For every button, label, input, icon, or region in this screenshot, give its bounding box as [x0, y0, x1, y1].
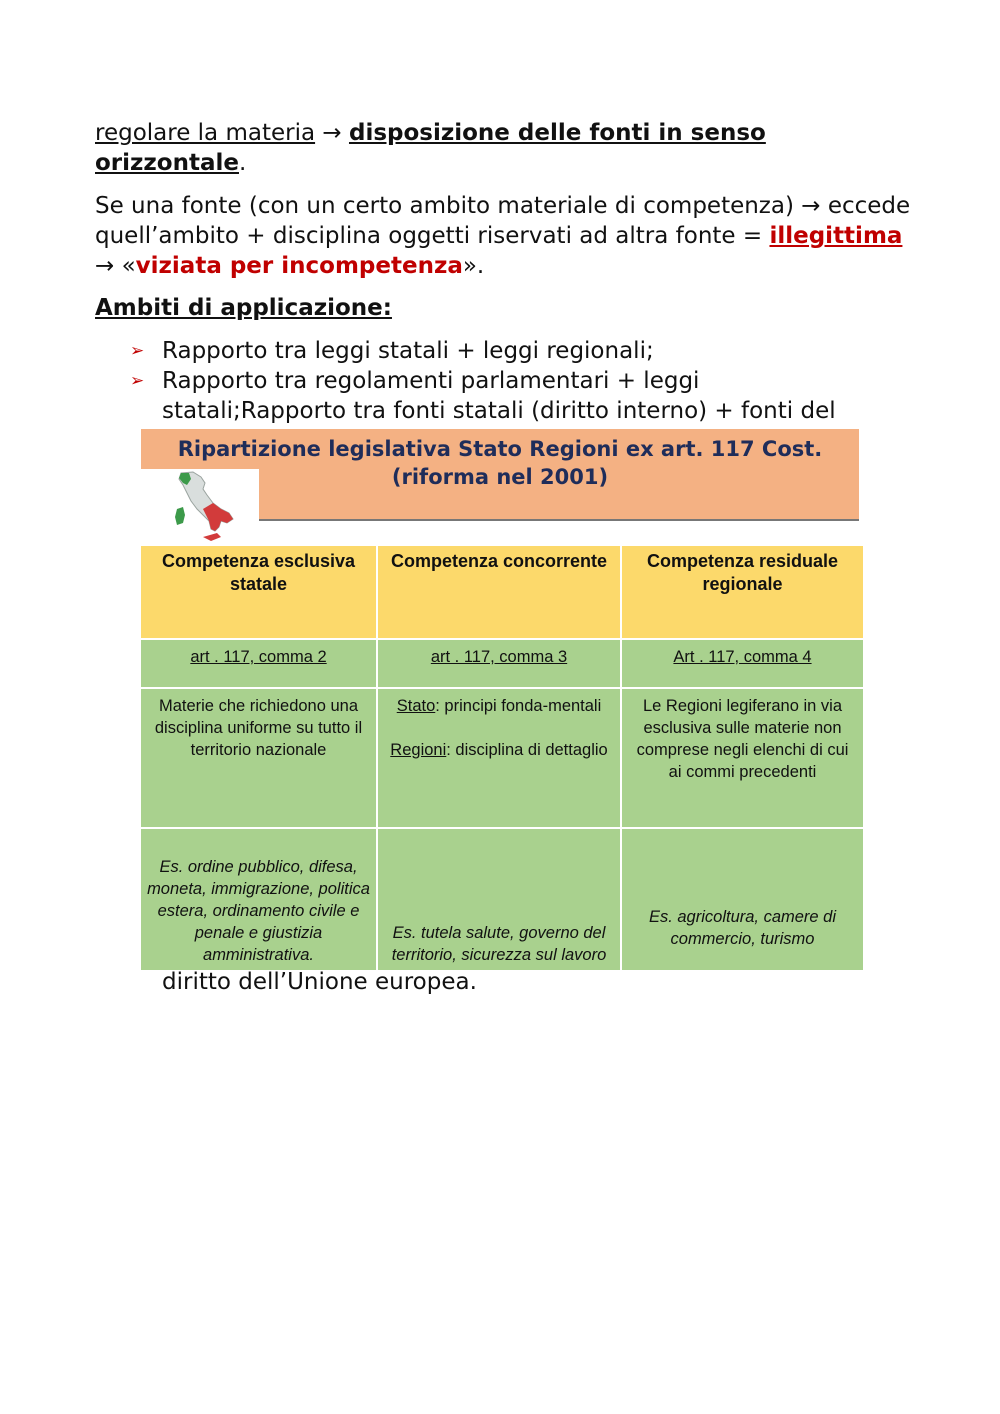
italy-map-icon — [141, 469, 259, 547]
arrow-glyph: → — [315, 120, 349, 146]
competence-table — [141, 546, 859, 966]
arrowhead-bullet-icon: ➢ — [130, 341, 145, 361]
viziata-term: viziata per incompetenza — [135, 253, 463, 279]
competence-figure — [141, 429, 859, 966]
description-residuale: Le Regioni legiferano in via esclusiva sulle materie non comprese negli elenchi di cui ai commi precedenti — [622, 689, 863, 827]
examples-residuale — [622, 829, 863, 970]
paragraph-body: Se una fonte (con un certo ambito materiale di competenza) → eccede quell’ambito + disciplina oggetti riservati ad altra fonte = — [95, 193, 911, 249]
regioni-label: Regioni — [390, 741, 447, 759]
arrow-glyph: → « — [95, 253, 136, 279]
article-comma-4: Art . 117, comma 4 — [622, 640, 863, 687]
closing-quote: ». — [462, 253, 485, 279]
header-concorrente: Competenza concorrente — [378, 546, 620, 638]
illegittima-term: illegittima — [769, 223, 903, 249]
examples-text: Es. tutela salute, governo del territorio, sicurezza sul lavoro — [391, 924, 607, 964]
figure-title-line2: (riforma nel 2001) — [391, 465, 609, 489]
list-item — [130, 336, 890, 366]
header-esclusiva: Competenza esclusiva statale — [141, 546, 376, 638]
bold-conclusion: disposizione delle fonti in senso orizzontale — [95, 120, 766, 176]
figure-title-line1: Ripartizione legislativa Stato Regioni ex art. 117 Cost. — [177, 437, 823, 461]
stato-text: : principi fonda-mentali — [435, 697, 602, 715]
stato-line — [384, 695, 614, 717]
header-residuale: Competenza residuale regionale — [622, 546, 863, 638]
underlined-phrase: regolare la materia — [95, 120, 316, 146]
list-item — [130, 366, 890, 426]
description-concorrente — [378, 689, 620, 827]
article-comma-2: art . 117, comma 2 — [141, 640, 376, 687]
stato-label: Stato — [396, 697, 436, 715]
regioni-line — [384, 739, 614, 761]
list-item-text: Rapporto tra regolamenti parlamentari + leggi statali;Rapporto tra fonti statali (diritto interno) + fonti del — [162, 368, 836, 424]
article-comma-3: art . 117, comma 3 — [378, 640, 620, 687]
section-heading: Ambiti di applicazione: — [95, 295, 392, 321]
paragraph-incompetenza — [95, 191, 925, 281]
examples-text: Es. ordine pubblico, difesa, moneta, immigrazione, politica estera, ordinamento civile e penale e giustizia amministrativa. — [147, 858, 370, 964]
bullet-list — [130, 336, 890, 426]
regioni-text: : disciplina di dettaglio — [446, 741, 608, 759]
bullet-continuation: diritto dell’Unione europea. — [162, 969, 477, 995]
examples-concorrente — [378, 829, 620, 970]
list-item-text: Rapporto tra leggi statali + leggi regionali; — [162, 338, 654, 364]
examples-text: Es. agricoltura, camere di commercio, turismo — [648, 907, 837, 948]
paragraph-orizzontale — [95, 118, 915, 178]
arrowhead-bullet-icon: ➢ — [130, 371, 145, 391]
period: . — [238, 150, 247, 176]
examples-esclusiva — [141, 829, 376, 970]
description-esclusiva: Materie che richiedono una disciplina uniforme su tutto il territorio nazionale — [141, 689, 376, 827]
